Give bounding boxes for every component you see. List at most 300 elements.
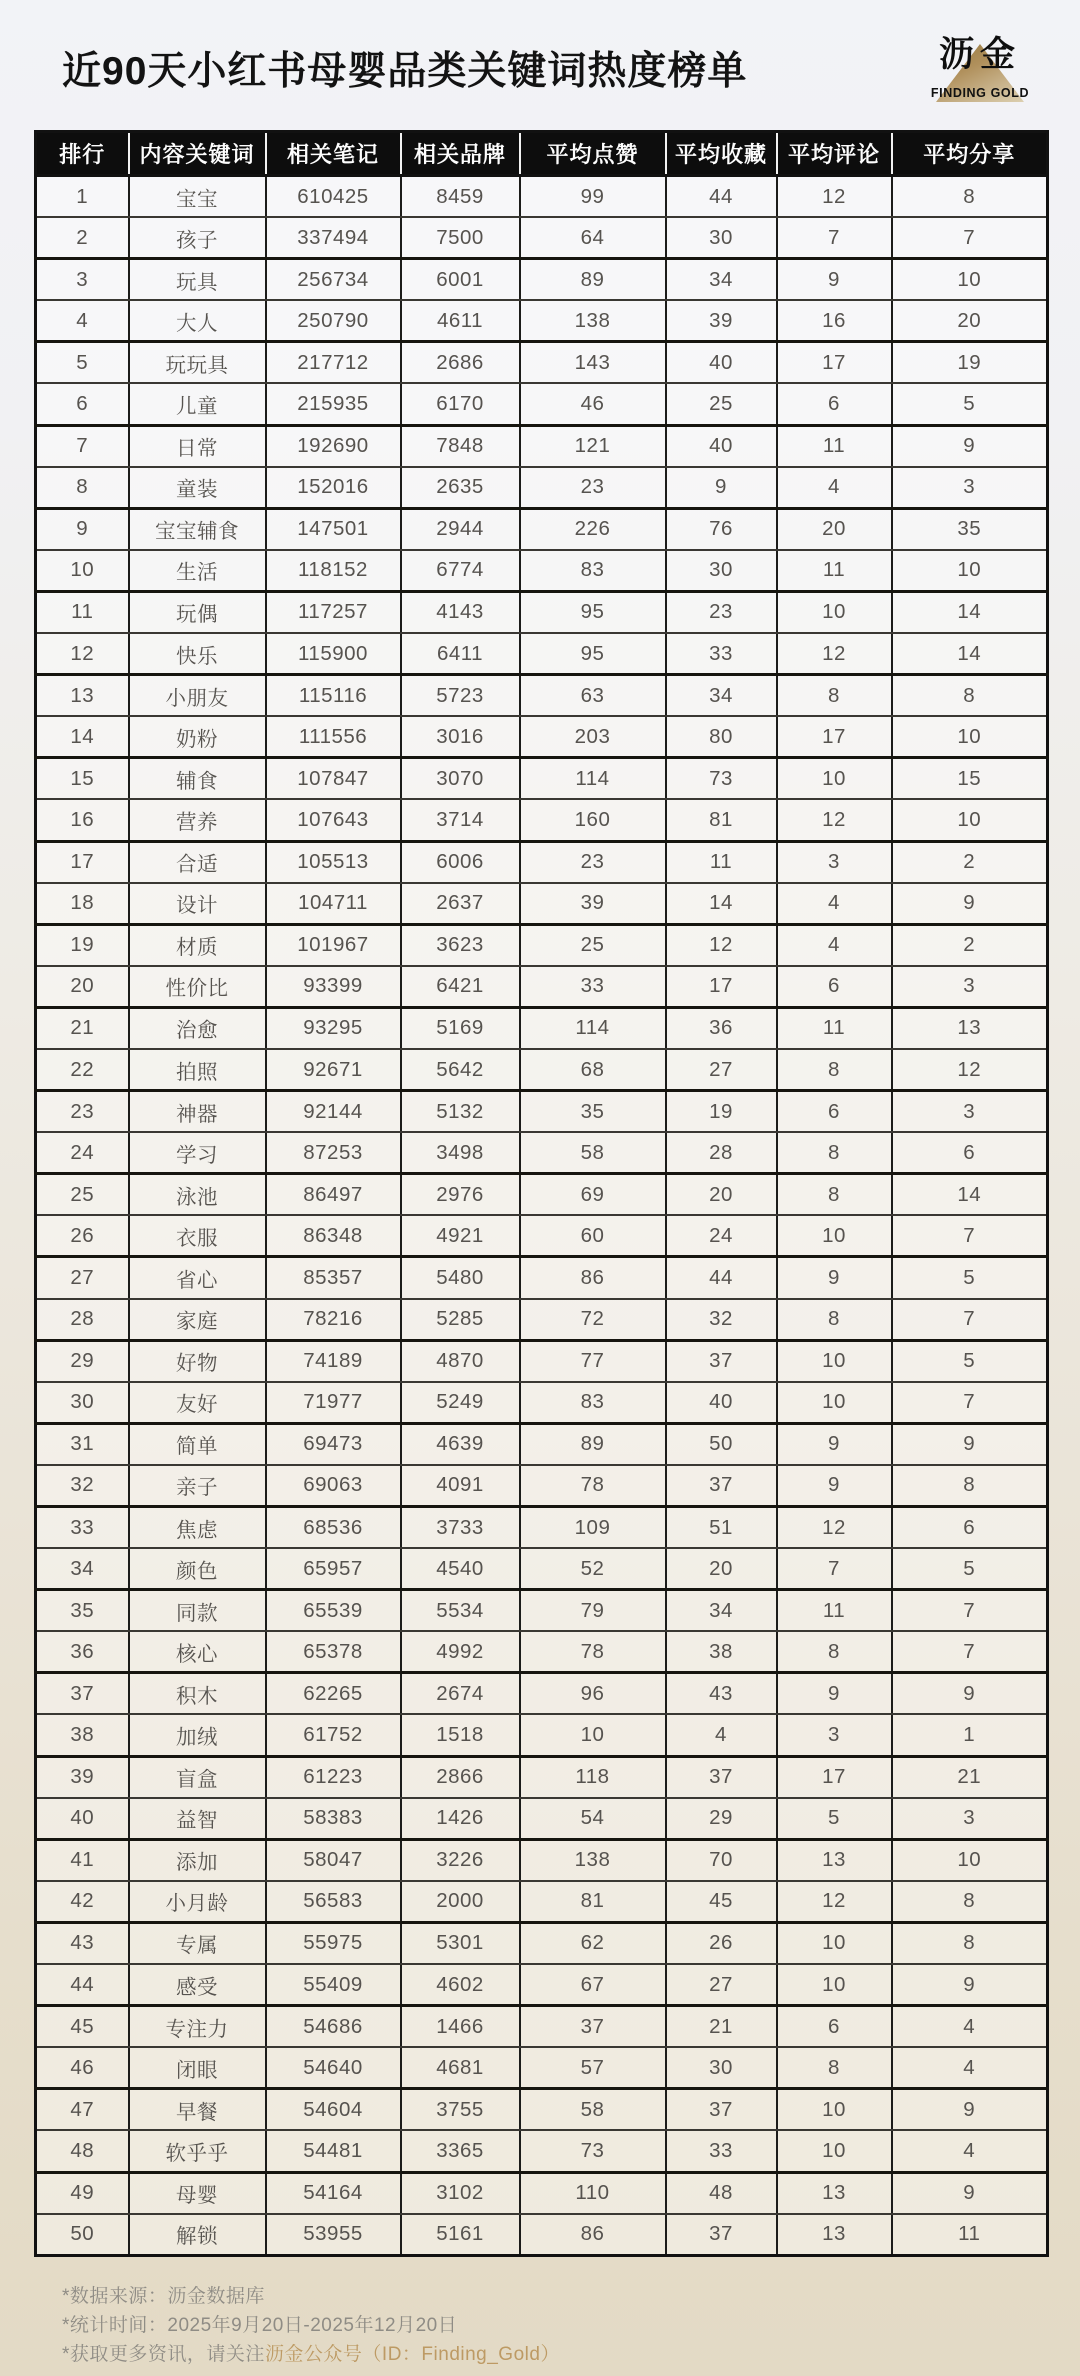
avg-saves-cell: 37: [666, 1340, 777, 1382]
table-row: [36, 1007, 1048, 1049]
notes-cell: 62265: [266, 1673, 401, 1715]
avg-likes-cell: 99: [520, 176, 666, 218]
avg-shares-cell: 7: [892, 1299, 1048, 1341]
notes-cell: 85357: [266, 1257, 401, 1299]
avg-likes-cell: 89: [520, 1423, 666, 1465]
avg-saves-cell: 9: [666, 467, 777, 509]
avg-saves-cell: 12: [666, 924, 777, 966]
table-row: [36, 217, 1048, 259]
avg-likes-cell: 63: [520, 675, 666, 717]
keyword-cell: 衣服: [129, 1215, 266, 1257]
avg-likes-cell: 121: [520, 425, 666, 467]
brands-cell: 4540: [401, 1548, 520, 1590]
rank-cell: 4: [36, 300, 129, 342]
avg-shares-cell: 7: [892, 1631, 1048, 1673]
table-row: [36, 1465, 1048, 1507]
keyword-cell: 盲盒: [129, 1756, 266, 1798]
avg-likes-cell: 81: [520, 1881, 666, 1923]
avg-saves-cell: 37: [666, 1756, 777, 1798]
table-row: [36, 1839, 1048, 1881]
rank-cell: 7: [36, 425, 129, 467]
avg-saves-cell: 44: [666, 176, 777, 218]
rank-cell: 40: [36, 1798, 129, 1840]
avg-shares-cell: 14: [892, 591, 1048, 633]
avg-shares-cell: 8: [892, 1922, 1048, 1964]
notes-cell: 105513: [266, 841, 401, 883]
notes-cell: 68536: [266, 1507, 401, 1549]
table-row: [36, 259, 1048, 301]
footnotes: [62, 2282, 560, 2369]
rank-cell: 38: [36, 1714, 129, 1756]
rank-cell: 24: [36, 1132, 129, 1174]
avg-saves-cell: 14: [666, 883, 777, 925]
brands-cell: 6411: [401, 633, 520, 675]
rank-cell: 44: [36, 1964, 129, 2006]
brands-cell: 4091: [401, 1465, 520, 1507]
table-row: [36, 1049, 1048, 1091]
notes-cell: 69473: [266, 1423, 401, 1465]
notes-cell: 78216: [266, 1299, 401, 1341]
avg-comments-cell: 9: [777, 1257, 892, 1299]
keyword-cell: 营养: [129, 799, 266, 841]
keyword-cell: 日常: [129, 425, 266, 467]
table-row: [36, 1215, 1048, 1257]
rank-cell: 12: [36, 633, 129, 675]
keyword-cell: 合适: [129, 841, 266, 883]
notes-cell: 61223: [266, 1756, 401, 1798]
rank-cell: 1: [36, 176, 129, 218]
rank-cell: 8: [36, 467, 129, 509]
avg-shares-cell: 5: [892, 1340, 1048, 1382]
table-row: [36, 1299, 1048, 1341]
notes-cell: 86497: [266, 1174, 401, 1216]
table-row: [36, 2214, 1048, 2256]
brands-cell: 4639: [401, 1423, 520, 1465]
avg-saves-cell: 30: [666, 217, 777, 259]
avg-likes-cell: 143: [520, 342, 666, 384]
avg-shares-cell: 8: [892, 1881, 1048, 1923]
notes-cell: 101967: [266, 924, 401, 966]
notes-cell: 192690: [266, 425, 401, 467]
table-row: [36, 1340, 1048, 1382]
brands-cell: 1466: [401, 2006, 520, 2048]
avg-saves-cell: 25: [666, 383, 777, 425]
avg-shares-cell: 4: [892, 2130, 1048, 2172]
avg-saves-cell: 48: [666, 2172, 777, 2214]
table-header-row: [36, 132, 1048, 176]
column-header-avg-shares: 平均分享: [892, 132, 1048, 176]
avg-shares-cell: 7: [892, 217, 1048, 259]
rank-cell: 34: [36, 1548, 129, 1590]
brands-cell: 7500: [401, 217, 520, 259]
brand-logo-name: 沥金: [938, 35, 1021, 74]
notes-cell: 115116: [266, 675, 401, 717]
keyword-cell: 添加: [129, 1839, 266, 1881]
avg-saves-cell: 44: [666, 1257, 777, 1299]
keyword-cell: 大人: [129, 300, 266, 342]
rank-cell: 33: [36, 1507, 129, 1549]
brands-cell: 3623: [401, 924, 520, 966]
brands-cell: 4143: [401, 591, 520, 633]
keyword-cell: 设计: [129, 883, 266, 925]
notes-cell: 111556: [266, 716, 401, 758]
keyword-cell: 孩子: [129, 217, 266, 259]
notes-cell: 54604: [266, 2089, 401, 2131]
table-row: [36, 508, 1048, 550]
keyword-cell: 母婴: [129, 2172, 266, 2214]
avg-likes-cell: 160: [520, 799, 666, 841]
rank-cell: 27: [36, 1257, 129, 1299]
keyword-cell: 好物: [129, 1340, 266, 1382]
brands-cell: 8459: [401, 176, 520, 218]
notes-cell: 54164: [266, 2172, 401, 2214]
rank-cell: 17: [36, 841, 129, 883]
rank-cell: 5: [36, 342, 129, 384]
avg-saves-cell: 37: [666, 2089, 777, 2131]
brands-cell: 2686: [401, 342, 520, 384]
brands-cell: 5301: [401, 1922, 520, 1964]
rank-cell: 26: [36, 1215, 129, 1257]
brands-cell: 5285: [401, 1299, 520, 1341]
avg-saves-cell: 33: [666, 633, 777, 675]
avg-shares-cell: 6: [892, 1507, 1048, 1549]
avg-saves-cell: 40: [666, 1382, 777, 1424]
avg-likes-cell: 83: [520, 1382, 666, 1424]
avg-comments-cell: 9: [777, 1673, 892, 1715]
avg-comments-cell: 11: [777, 425, 892, 467]
avg-comments-cell: 17: [777, 716, 892, 758]
avg-shares-cell: 9: [892, 883, 1048, 925]
notes-cell: 58047: [266, 1839, 401, 1881]
avg-saves-cell: 28: [666, 1132, 777, 1174]
rank-cell: 32: [36, 1465, 129, 1507]
brands-cell: 3102: [401, 2172, 520, 2214]
avg-comments-cell: 13: [777, 2214, 892, 2256]
table-row: [36, 1922, 1048, 1964]
keyword-cell: 焦虑: [129, 1507, 266, 1549]
rank-cell: 50: [36, 2214, 129, 2256]
avg-likes-cell: 73: [520, 2130, 666, 2172]
notes-cell: 65378: [266, 1631, 401, 1673]
avg-comments-cell: 3: [777, 1714, 892, 1756]
keyword-cell: 生活: [129, 550, 266, 592]
notes-cell: 610425: [266, 176, 401, 218]
rank-cell: 21: [36, 1007, 129, 1049]
brands-cell: 4870: [401, 1340, 520, 1382]
keyword-cell: 神器: [129, 1091, 266, 1133]
notes-cell: 215935: [266, 383, 401, 425]
avg-saves-cell: 37: [666, 1465, 777, 1507]
column-header-avg-comments: 平均评论: [777, 132, 892, 176]
table-row: [36, 1507, 1048, 1549]
avg-comments-cell: 5: [777, 1798, 892, 1840]
table-row: [36, 591, 1048, 633]
keyword-cell: 积木: [129, 1673, 266, 1715]
avg-comments-cell: 10: [777, 1382, 892, 1424]
avg-shares-cell: 14: [892, 633, 1048, 675]
avg-saves-cell: 30: [666, 2047, 777, 2089]
notes-cell: 65957: [266, 1548, 401, 1590]
rank-cell: 35: [36, 1590, 129, 1632]
brands-cell: 4602: [401, 1964, 520, 2006]
notes-cell: 87253: [266, 1132, 401, 1174]
rank-cell: 43: [36, 1922, 129, 1964]
avg-comments-cell: 8: [777, 1299, 892, 1341]
avg-likes-cell: 52: [520, 1548, 666, 1590]
avg-likes-cell: 114: [520, 758, 666, 800]
brands-cell: 2866: [401, 1756, 520, 1798]
avg-likes-cell: 138: [520, 1839, 666, 1881]
avg-saves-cell: 29: [666, 1798, 777, 1840]
avg-likes-cell: 23: [520, 467, 666, 509]
avg-comments-cell: 6: [777, 2006, 892, 2048]
notes-cell: 115900: [266, 633, 401, 675]
table-row: [36, 1382, 1048, 1424]
brands-cell: 6001: [401, 259, 520, 301]
avg-likes-cell: 226: [520, 508, 666, 550]
avg-likes-cell: 95: [520, 633, 666, 675]
avg-likes-cell: 95: [520, 591, 666, 633]
brands-cell: 1426: [401, 1798, 520, 1840]
rank-cell: 48: [36, 2130, 129, 2172]
keyword-cell: 益智: [129, 1798, 266, 1840]
avg-likes-cell: 58: [520, 1132, 666, 1174]
avg-saves-cell: 80: [666, 716, 777, 758]
avg-saves-cell: 51: [666, 1507, 777, 1549]
table-row: [36, 550, 1048, 592]
notes-cell: 54686: [266, 2006, 401, 2048]
avg-shares-cell: 9: [892, 2172, 1048, 2214]
avg-shares-cell: 10: [892, 716, 1048, 758]
avg-shares-cell: 4: [892, 2006, 1048, 2048]
brands-cell: 4992: [401, 1631, 520, 1673]
table-row: [36, 841, 1048, 883]
table-row: [36, 716, 1048, 758]
keyword-cell: 宝宝辅食: [129, 508, 266, 550]
rank-cell: 20: [36, 966, 129, 1008]
avg-comments-cell: 17: [777, 342, 892, 384]
rank-cell: 28: [36, 1299, 129, 1341]
brands-cell: 2637: [401, 883, 520, 925]
avg-shares-cell: 5: [892, 383, 1048, 425]
avg-likes-cell: 110: [520, 2172, 666, 2214]
table-row: [36, 2047, 1048, 2089]
avg-shares-cell: 5: [892, 1548, 1048, 1590]
avg-shares-cell: 3: [892, 1798, 1048, 1840]
avg-saves-cell: 20: [666, 1548, 777, 1590]
brands-cell: 3755: [401, 2089, 520, 2131]
table-row: [36, 1548, 1048, 1590]
keyword-cell: 省心: [129, 1257, 266, 1299]
avg-likes-cell: 86: [520, 2214, 666, 2256]
column-header-keyword: 内容关键词: [129, 132, 266, 176]
keyword-cell: 快乐: [129, 633, 266, 675]
keyword-cell: 同款: [129, 1590, 266, 1632]
avg-likes-cell: 54: [520, 1798, 666, 1840]
avg-saves-cell: 73: [666, 758, 777, 800]
table-row: [36, 383, 1048, 425]
avg-shares-cell: 5: [892, 1257, 1048, 1299]
brands-cell: 2944: [401, 508, 520, 550]
rank-cell: 46: [36, 2047, 129, 2089]
brands-cell: 4681: [401, 2047, 520, 2089]
table-row: [36, 425, 1048, 467]
avg-comments-cell: 10: [777, 1922, 892, 1964]
avg-comments-cell: 13: [777, 1839, 892, 1881]
avg-saves-cell: 43: [666, 1673, 777, 1715]
brands-cell: 2000: [401, 1881, 520, 1923]
avg-shares-cell: 4: [892, 2047, 1048, 2089]
rank-cell: 49: [36, 2172, 129, 2214]
notes-cell: 147501: [266, 508, 401, 550]
table-row: [36, 1964, 1048, 2006]
table-row: [36, 1091, 1048, 1133]
avg-shares-cell: 10: [892, 799, 1048, 841]
avg-comments-cell: 7: [777, 217, 892, 259]
avg-saves-cell: 40: [666, 425, 777, 467]
notes-cell: 55975: [266, 1922, 401, 1964]
brands-cell: 2674: [401, 1673, 520, 1715]
brands-cell: 2976: [401, 1174, 520, 1216]
notes-cell: 104711: [266, 883, 401, 925]
avg-likes-cell: 83: [520, 550, 666, 592]
avg-comments-cell: 8: [777, 1631, 892, 1673]
notes-cell: 92671: [266, 1049, 401, 1091]
rank-cell: 2: [36, 217, 129, 259]
footnote-account-link[interactable]: 沥金公众号: [264, 2344, 363, 2365]
avg-likes-cell: 62: [520, 1922, 666, 1964]
rank-cell: 3: [36, 259, 129, 301]
avg-shares-cell: 10: [892, 259, 1048, 301]
avg-shares-cell: 19: [892, 342, 1048, 384]
brands-cell: 5161: [401, 2214, 520, 2256]
avg-saves-cell: 45: [666, 1881, 777, 1923]
brands-cell: 3070: [401, 758, 520, 800]
avg-likes-cell: 46: [520, 383, 666, 425]
avg-saves-cell: 34: [666, 1590, 777, 1632]
avg-shares-cell: 9: [892, 1423, 1048, 1465]
keyword-cell: 核心: [129, 1631, 266, 1673]
avg-comments-cell: 10: [777, 2089, 892, 2131]
avg-likes-cell: 33: [520, 966, 666, 1008]
avg-likes-cell: 203: [520, 716, 666, 758]
table-row: [36, 1798, 1048, 1840]
rank-cell: 30: [36, 1382, 129, 1424]
rank-cell: 10: [36, 550, 129, 592]
table-row: [36, 2006, 1048, 2048]
avg-saves-cell: 26: [666, 1922, 777, 1964]
brands-cell: 7848: [401, 425, 520, 467]
table-row: [36, 1881, 1048, 1923]
avg-comments-cell: 8: [777, 1174, 892, 1216]
notes-cell: 58383: [266, 1798, 401, 1840]
avg-comments-cell: 12: [777, 799, 892, 841]
brands-cell: 5480: [401, 1257, 520, 1299]
avg-shares-cell: 11: [892, 2214, 1048, 2256]
avg-likes-cell: 64: [520, 217, 666, 259]
table-body: [36, 176, 1048, 2256]
avg-shares-cell: 3: [892, 467, 1048, 509]
avg-likes-cell: 60: [520, 1215, 666, 1257]
notes-cell: 65539: [266, 1590, 401, 1632]
avg-saves-cell: 17: [666, 966, 777, 1008]
avg-saves-cell: 37: [666, 2214, 777, 2256]
keyword-cell: 玩偶: [129, 591, 266, 633]
avg-shares-cell: 6: [892, 1132, 1048, 1174]
avg-comments-cell: 20: [777, 508, 892, 550]
brands-cell: 6421: [401, 966, 520, 1008]
rank-cell: 31: [36, 1423, 129, 1465]
avg-comments-cell: 4: [777, 467, 892, 509]
rank-cell: 25: [36, 1174, 129, 1216]
table-row: [36, 176, 1048, 218]
table-row: [36, 1673, 1048, 1715]
footnote-account-id: （ID：Finding_Gold）: [362, 2344, 560, 2365]
notes-cell: 93399: [266, 966, 401, 1008]
avg-shares-cell: 10: [892, 1839, 1048, 1881]
avg-shares-cell: 20: [892, 300, 1048, 342]
notes-cell: 117257: [266, 591, 401, 633]
footnote-more: [62, 2340, 560, 2369]
footnote-more-prefix: *获取更多资讯，请关注: [62, 2344, 265, 2365]
avg-saves-cell: 40: [666, 342, 777, 384]
avg-saves-cell: 27: [666, 1964, 777, 2006]
avg-comments-cell: 9: [777, 1465, 892, 1507]
avg-likes-cell: 86: [520, 1257, 666, 1299]
avg-shares-cell: 21: [892, 1756, 1048, 1798]
notes-cell: 86348: [266, 1215, 401, 1257]
footnote-period: *统计时间：2025年9月20日-2025年12月20日: [62, 2315, 458, 2336]
avg-shares-cell: 15: [892, 758, 1048, 800]
brands-cell: 3733: [401, 1507, 520, 1549]
keyword-cell: 感受: [129, 1964, 266, 2006]
avg-comments-cell: 8: [777, 1132, 892, 1174]
avg-saves-cell: 32: [666, 1299, 777, 1341]
avg-comments-cell: 10: [777, 1964, 892, 2006]
rank-cell: 22: [36, 1049, 129, 1091]
avg-comments-cell: 6: [777, 1091, 892, 1133]
avg-shares-cell: 13: [892, 1007, 1048, 1049]
rank-cell: 19: [36, 924, 129, 966]
avg-likes-cell: 96: [520, 1673, 666, 1715]
avg-comments-cell: 10: [777, 1215, 892, 1257]
avg-shares-cell: 8: [892, 176, 1048, 218]
avg-likes-cell: 35: [520, 1091, 666, 1133]
notes-cell: 107847: [266, 758, 401, 800]
avg-likes-cell: 77: [520, 1340, 666, 1382]
brands-cell: 2635: [401, 467, 520, 509]
keyword-cell: 小朋友: [129, 675, 266, 717]
table-row: [36, 1257, 1048, 1299]
rank-cell: 23: [36, 1091, 129, 1133]
avg-likes-cell: 25: [520, 924, 666, 966]
notes-cell: 337494: [266, 217, 401, 259]
avg-likes-cell: 89: [520, 259, 666, 301]
table-header: [36, 132, 1048, 176]
avg-saves-cell: 27: [666, 1049, 777, 1091]
rank-cell: 18: [36, 883, 129, 925]
brands-cell: 3226: [401, 1839, 520, 1881]
avg-comments-cell: 11: [777, 1007, 892, 1049]
keyword-cell: 泳池: [129, 1174, 266, 1216]
avg-shares-cell: 1: [892, 1714, 1048, 1756]
avg-saves-cell: 19: [666, 1091, 777, 1133]
rank-cell: 15: [36, 758, 129, 800]
avg-likes-cell: 118: [520, 1756, 666, 1798]
keyword-cell: 小月龄: [129, 1881, 266, 1923]
page-title: 近90天小红书母婴品类关键词热度榜单: [62, 50, 748, 93]
rank-cell: 42: [36, 1881, 129, 1923]
